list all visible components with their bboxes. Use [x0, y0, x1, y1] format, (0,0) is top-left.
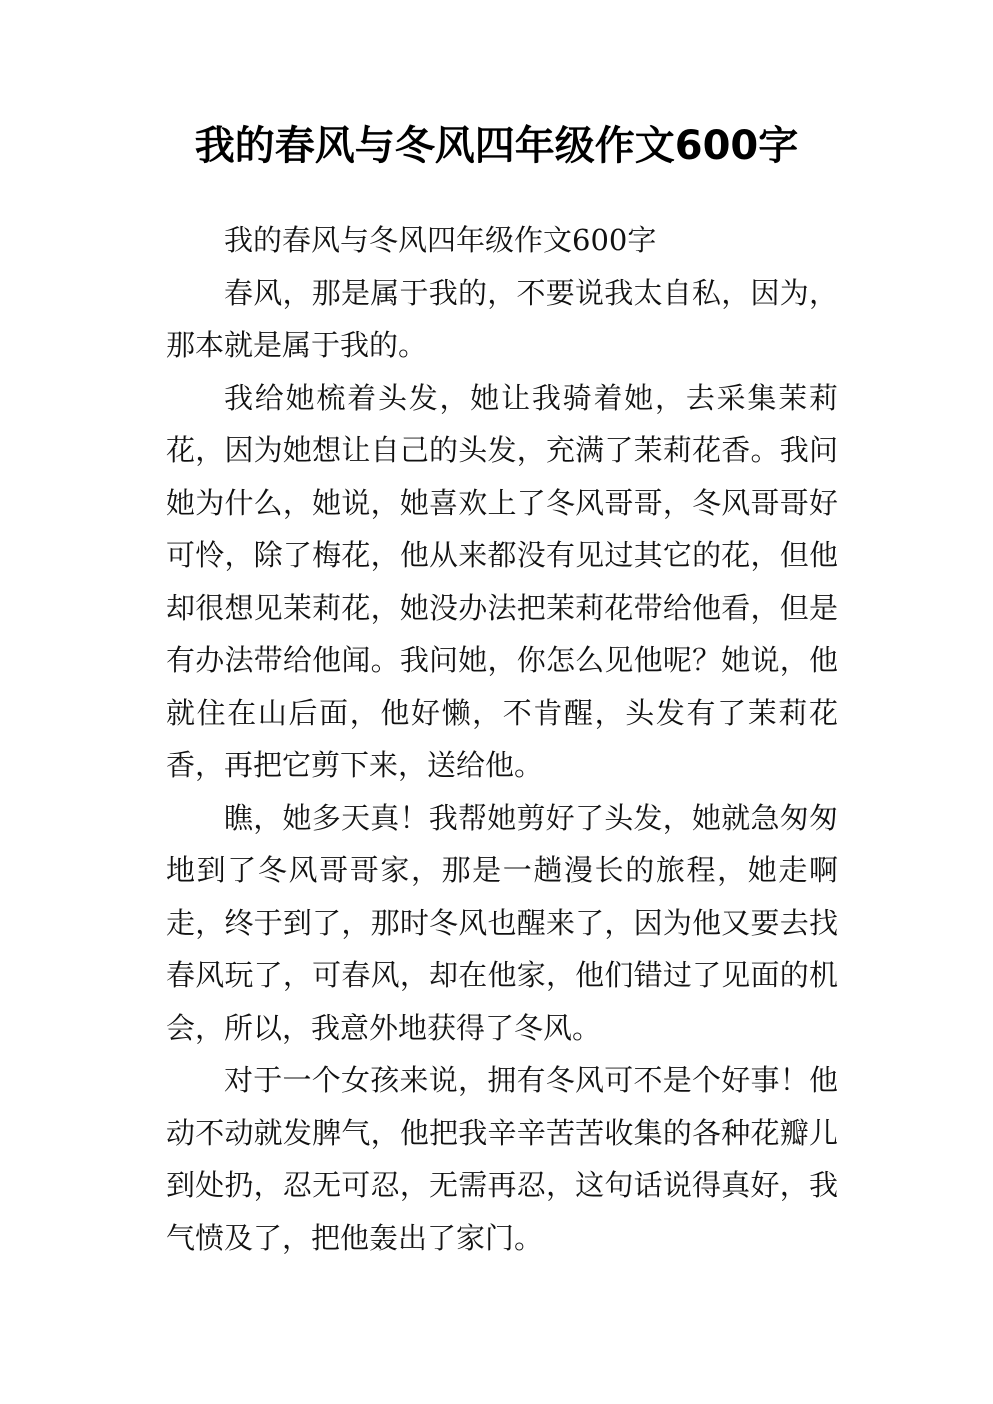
paragraph-subtitle: 我的春风与冬风四年级作文600字: [224, 223, 657, 257]
paragraph: 对于一个女孩来说，拥有冬风可不是个好事！他动不动就发脾气，他把我辛辛苦苦收集的各种花瓣儿到处扔，忍无可忍，无需再忍，这句话说得真好，我气愤及了，把他轰出了家门。: [166, 1063, 838, 1255]
paragraph: 瞧，她多天真！我帮她剪好了头发，她就急匆匆地到了冬风哥哥家，那是一趟漫长的旅程，她走啊走，终于到了，那时冬风也醒来了，因为他又要去找春风玩了，可春风，却在他家，他们错过了见面的机会，所以，我意外地获得了冬风。: [166, 800, 838, 1045]
document-body: [166, 214, 838, 1264]
document-title: 我的春风与冬风四年级作文600字: [194, 123, 799, 169]
paragraph: 我给她梳着头发，她让我骑着她，去采集茉莉花，因为她想让自己的头发，充满了茉莉花香。我问她为什么，她说，她喜欢上了冬风哥哥，冬风哥哥好可怜，除了梅花，他从来都没有见过其它的花，但他却很想见茉莉花，她没办法把茉莉花带给他看，但是有办法带给他闻。我问她，你怎么见他呢？她说，他就住在山后面，他好懒，不肯醒，头发有了茉莉花香，再把它剪下来，送给他。: [166, 380, 838, 782]
paragraph: 春风，那是属于我的，不要说我太自私，因为，那本就是属于我的。: [166, 275, 838, 362]
